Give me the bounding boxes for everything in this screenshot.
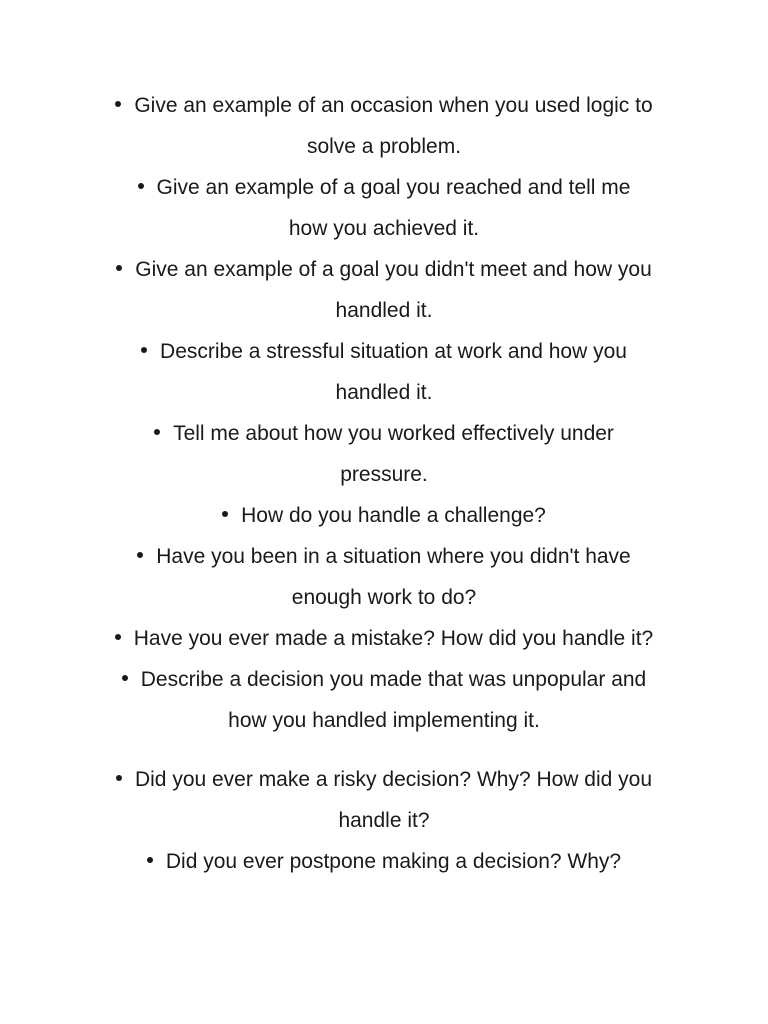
bullet-icon	[222, 511, 228, 517]
question-text: Have you ever made a mistake? How did you handle it?	[133, 627, 654, 650]
list-item	[104, 495, 664, 536]
spacer	[0, 741, 768, 759]
bullet-icon	[115, 101, 121, 107]
bullet-icon	[138, 183, 144, 189]
list-item	[119, 659, 649, 741]
question-text: How do you handle a challenge?	[241, 504, 546, 527]
list-item	[114, 249, 654, 331]
question-text: Give an example of a goal you didn't meet and how you handled it.	[135, 258, 652, 322]
question-text: Give an example of a goal you reached and tell me how you achieved it.	[156, 176, 631, 240]
bullet-icon	[147, 857, 153, 863]
list-item	[114, 536, 654, 618]
question-text: Did you ever postpone making a decision? Why?	[165, 850, 622, 873]
question-text: Describe a stressful situation at work and how you handled it.	[160, 340, 627, 404]
bullet-icon	[116, 775, 122, 781]
question-text: Tell me about how you worked effectively under pressure.	[173, 422, 614, 486]
list-item	[114, 841, 654, 882]
question-text: Did you ever make a risky decision? Why? How did you handle it?	[134, 768, 653, 832]
list-item	[104, 618, 664, 659]
question-text: Give an example of an occasion when you used logic to solve a problem.	[134, 94, 653, 158]
question-text: Describe a decision you made that was unpopular and how you handled implementing it.	[140, 668, 647, 732]
list-item	[104, 85, 664, 167]
bullet-icon	[141, 347, 147, 353]
bullet-icon	[116, 265, 122, 271]
bullet-icon	[122, 675, 128, 681]
list-item	[114, 759, 654, 841]
bullet-icon	[115, 634, 121, 640]
list-item	[134, 413, 634, 495]
question-text: Have you been in a situation where you didn't have enough work to do?	[156, 545, 631, 609]
bullet-icon	[154, 429, 160, 435]
list-item	[119, 331, 649, 413]
list-item	[124, 167, 644, 249]
question-list	[0, 85, 768, 882]
bullet-icon	[137, 552, 143, 558]
